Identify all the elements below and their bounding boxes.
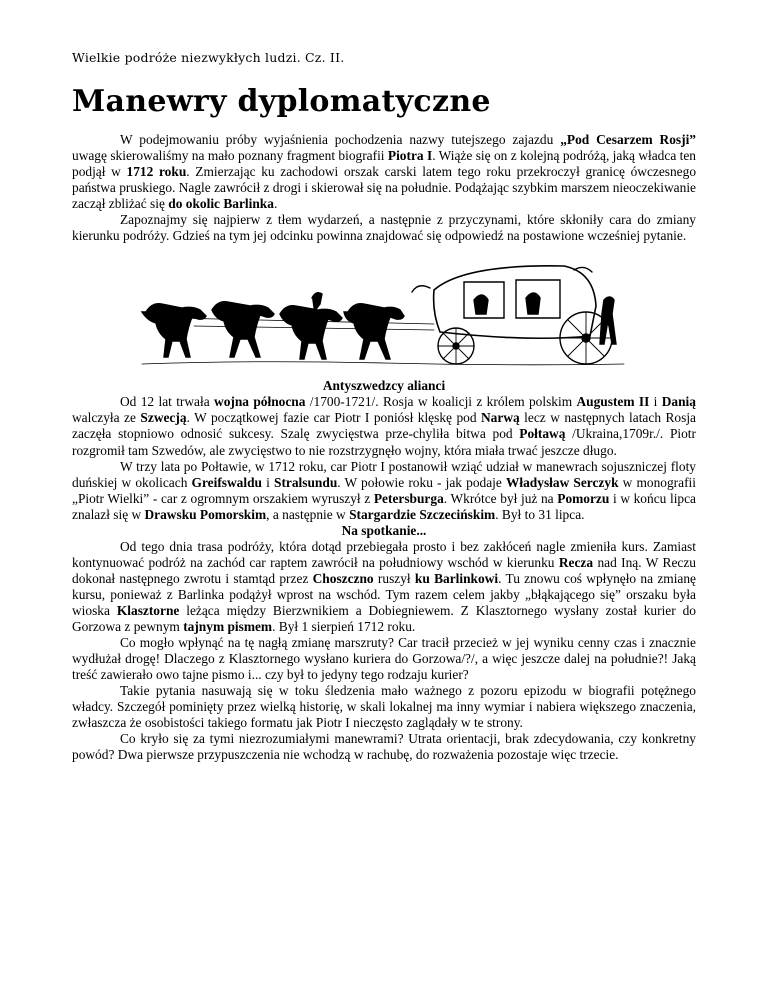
paragraph: Od tego dnia trasa podróży, która dotąd przebiegała prosto i bez zakłóceń nagle zmieniła kurs. Zamiast kontynuować podróż na zachód car raptem zawrócił na południowy wschód w kierunku Recza nad Iną. W Reczu dokonał następnego zwrotu i stamtąd przez Choszczno ruszył ku Barlinkowi. Tu znowu coś wpłynęło na zmianę kursu, ponieważ z Barlinka podążył wprost na wschód. Tym razem celem jakby „błąkającego się” orszaku była wioska Klasztorne leżąca między Bierzwnikiem a Dobiegniewem. Z Klasztornego wysłany został kurier do Gorzowa z pewnym tajnym pismem. Był 1 sierpień 1712 roku. bbox=[72, 538, 696, 635]
paragraph: W podejmowaniu próby wyjaśnienia pochodzenia nazwy tutejszego zajazdu „Pod Cesarzem Rosji” uwagę skierowaliśmy na mało poznany fragment biografii Piotra I. Wiąże się on z kolejną podróżą, jaką władca ten podjął w 1712 roku. Zmierzając ku zachodowi orszak carski latem tego roku przekroczył granicę ówczesnego państwa pruskiego. Nagle zawrócił z drogi i skierował się na południe. Podążając szybkim marszem nieoczekiwanie zaczął zbliżać się do okolic Barlinka. bbox=[72, 132, 697, 212]
paragraph: W trzy lata po Połtawie, w 1712 roku, car Piotr I postanowił wziąć udział w manewrach sojuszniczej floty duńskiej w okolicach Greifswaldu i Stralsundu. W połowie roku - jak podaje Władysław Serczyk w monografii „Piotr Wielki” - car z ogromnym orszakiem wyruszył z Petersburga. Wkrótce był już na Pomorzu i w końcu lipca znalazł się w Drawsku Pomorskim, a następnie w Stargardzie Szczecińskim. Był to 31 lipca. bbox=[72, 458, 696, 522]
paragraph: Zapoznajmy się najpierw z tłem wydarzeń, a następnie z przyczynami, które skłoniły cara do zmiany kierunku podróży. Gdzieś na tym jej odcinku powinna znajdować się odpowiedź na postawione wcześniej pytanie. bbox=[72, 212, 696, 244]
paragraph: Co kryło się za tymi niezrozumiałymi manewrami? Utrata orientacji, brak zdecydowania, czy konkretny powód? Dwa pierwsze przypuszczenia nie wchodzą w rachubę, do rozważenia pozostaje więc trzecie. bbox=[72, 731, 696, 763]
section-heading: Antyszwedzcy alianci bbox=[322, 378, 446, 394]
carriage-illustration bbox=[134, 260, 634, 372]
section-heading: Na spotkanie... bbox=[341, 522, 427, 538]
article-body bbox=[72, 132, 696, 763]
paragraph: Takie pytania nasuwają się w toku śledzenia mało ważnego z pozoru epizodu w biografii potężnego władcy. Szczegół pominięty przez wielką historię, w skali lokalnej ma inny wymiar i nabiera większego znaczenia, zwłaszcza że osobistości takiego formatu jak Piotr I nieczęsto zaglądały w te strony. bbox=[72, 683, 696, 731]
paragraph: Od 12 lat trwała wojna północna /1700-1721/. Rosja w koalicji z królem polskim Augustem II i Danią walczyła ze Szwecją. W początkowej fazie car Piotr I poniósł klęskę pod Narwą lecz w następnych latach Rosja zaczęła stopniowo odnosić sukcesy. Szalę zwycięstwa prze-chyliła bitwa pod Połtawą /Ukraina,1709r./. Piotr rozgromił tam Szwedów, ale zwycięstwo to nie rozstrzygnęło wojny, która miała trwać jeszcze długo. bbox=[72, 394, 696, 458]
paragraph: Co mogło wpłynąć na tę nagłą zmianę marszruty? Car tracił przecież w jej wyniku cenny czas i znacznie wydłużał drogę! Dlaczego z Klasztornego wysłano kuriera do Gorzowa/?/, a więc jeszcze dalej na południe?! Jaką treść zawierało owo tajne pismo i... czy był to jedyny tego rodzaju kurier? bbox=[72, 635, 696, 683]
series-header: Wielkie podróże niezwykłych ludzi. Cz. II. bbox=[72, 50, 345, 65]
article-title: Manewry dyplomatyczne bbox=[72, 84, 491, 119]
